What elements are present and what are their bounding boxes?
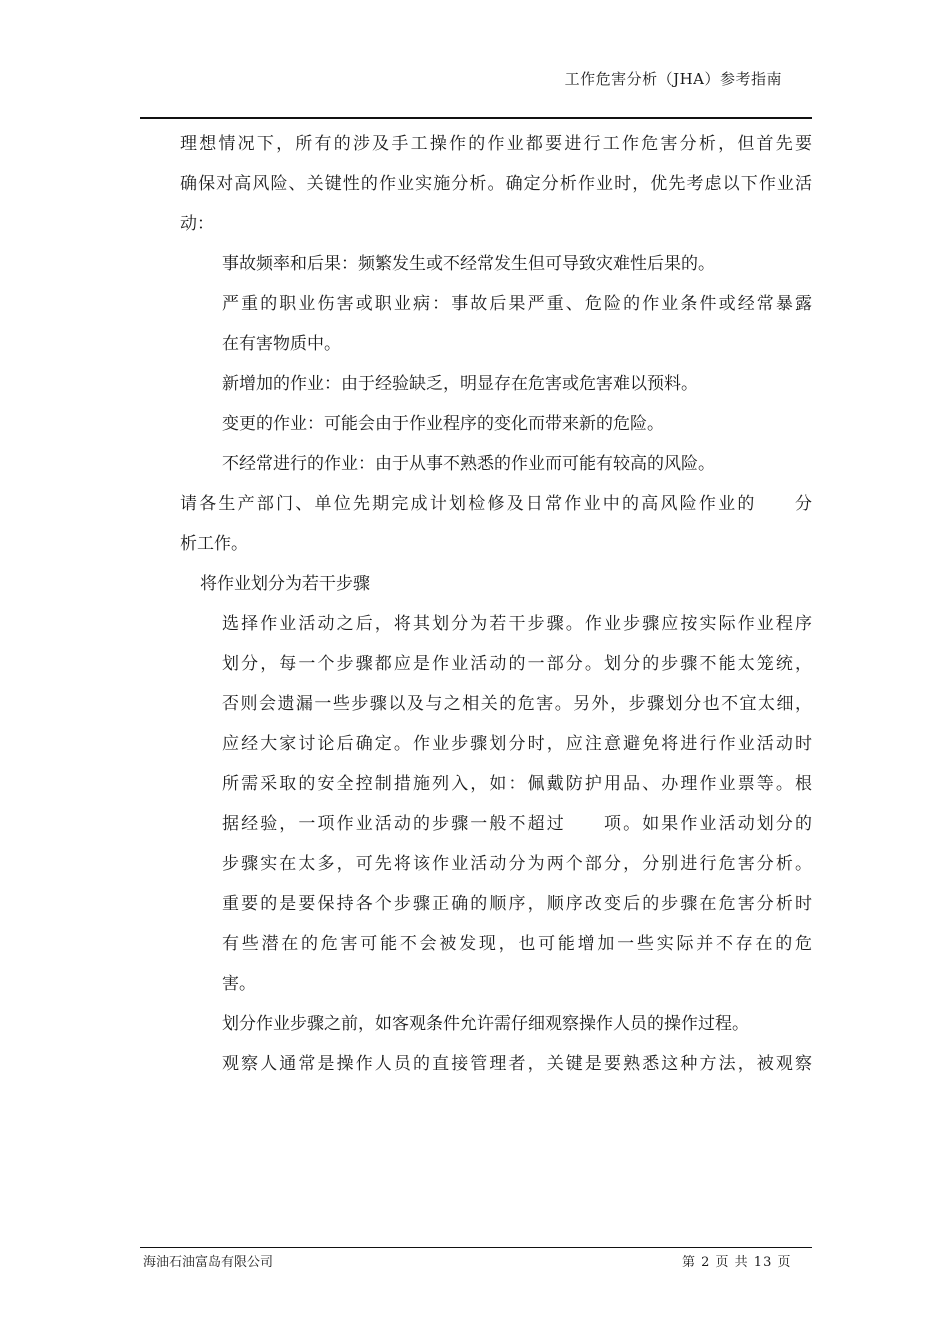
text-line: 划分，每一个步骤都应是作业活动的一部分。划分的步骤不能太笼统， (222, 654, 812, 674)
footer-divider (140, 1247, 812, 1248)
paragraph (140, 284, 812, 364)
text-line: 重要的是要保持各个步骤正确的顺序，顺序改变后的步骤在危害分析时 (222, 894, 812, 914)
text-line: 事故频率和后果：频繁发生或不经常发生但可导致灾难性后果的。 (222, 254, 715, 274)
page-header-title: 工作危害分析（JHA）参考指南 (564, 70, 782, 88)
text-line: 选择作业活动之后，将其划分为若干步骤。作业步骤应按实际作业程序 (222, 614, 812, 634)
paragraph (140, 1004, 812, 1044)
text-line: 变更的作业：可能会由于作业程序的变化而带来新的危险。 (222, 414, 664, 434)
paragraph (140, 364, 812, 404)
paragraph (140, 404, 812, 444)
document-body (140, 124, 812, 1084)
paragraph (140, 564, 812, 604)
text-line: 新增加的作业：由于经验缺乏，明显存在危害或危害难以预料。 (222, 374, 698, 394)
text-line: 在有害物质中。 (222, 334, 341, 354)
text-line: 害。 (222, 974, 256, 994)
paragraph (140, 124, 812, 244)
text-line: 所需采取的安全控制措施列入，如：佩戴防护用品、办理作业票等。根 (222, 774, 812, 794)
text-line: 步骤实在太多，可先将该作业活动分为两个部分，分别进行危害分析。 (222, 854, 812, 874)
paragraph (140, 444, 812, 484)
text-line: 有些潜在的危害可能不会被发现，也可能增加一些实际并不存在的危 (222, 934, 812, 954)
paragraph (140, 484, 812, 564)
text-line: 动： (180, 214, 214, 234)
text-line: 否则会遗漏一些步骤以及与之相关的危害。另外，步骤划分也不宜太细， (222, 694, 812, 714)
paragraph (140, 604, 812, 1004)
text-line: 据经验，一项作业活动的步骤一般不超过 项。如果作业活动划分的 (222, 814, 812, 834)
text-line: 确保对高风险、关键性的作业实施分析。确定分析作业时，优先考虑以下作业活 (180, 174, 812, 194)
text-line: 严重的职业伤害或职业病：事故后果严重、危险的作业条件或经常暴露 (222, 294, 812, 314)
text-line: 观察人通常是操作人员的直接管理者，关键是要熟悉这种方法，被观察 (222, 1054, 812, 1074)
footer-page-number: 第 2 页 共 13 页 (682, 1255, 792, 1270)
footer-company: 海油石油富岛有限公司 (143, 1255, 274, 1270)
paragraph (140, 244, 812, 284)
text-line: 析工作。 (180, 534, 248, 554)
text-line: 理想情况下，所有的涉及手工操作的作业都要进行工作危害分析，但首先要 (180, 134, 812, 154)
text-line: 应经大家讨论后确定。作业步骤划分时，应注意避免将进行作业活动时 (222, 734, 812, 754)
text-line: 划分作业步骤之前，如客观条件允许需仔细观察操作人员的操作过程。 (222, 1014, 749, 1034)
paragraph (140, 1044, 812, 1084)
text-line: 请各生产部门、单位先期完成计划检修及日常作业中的高风险作业的 分 (180, 494, 812, 514)
text-line: 将作业划分为若干步骤 (200, 574, 370, 594)
header-divider (140, 117, 812, 119)
text-line: 不经常进行的作业：由于从事不熟悉的作业而可能有较高的风险。 (222, 454, 715, 474)
